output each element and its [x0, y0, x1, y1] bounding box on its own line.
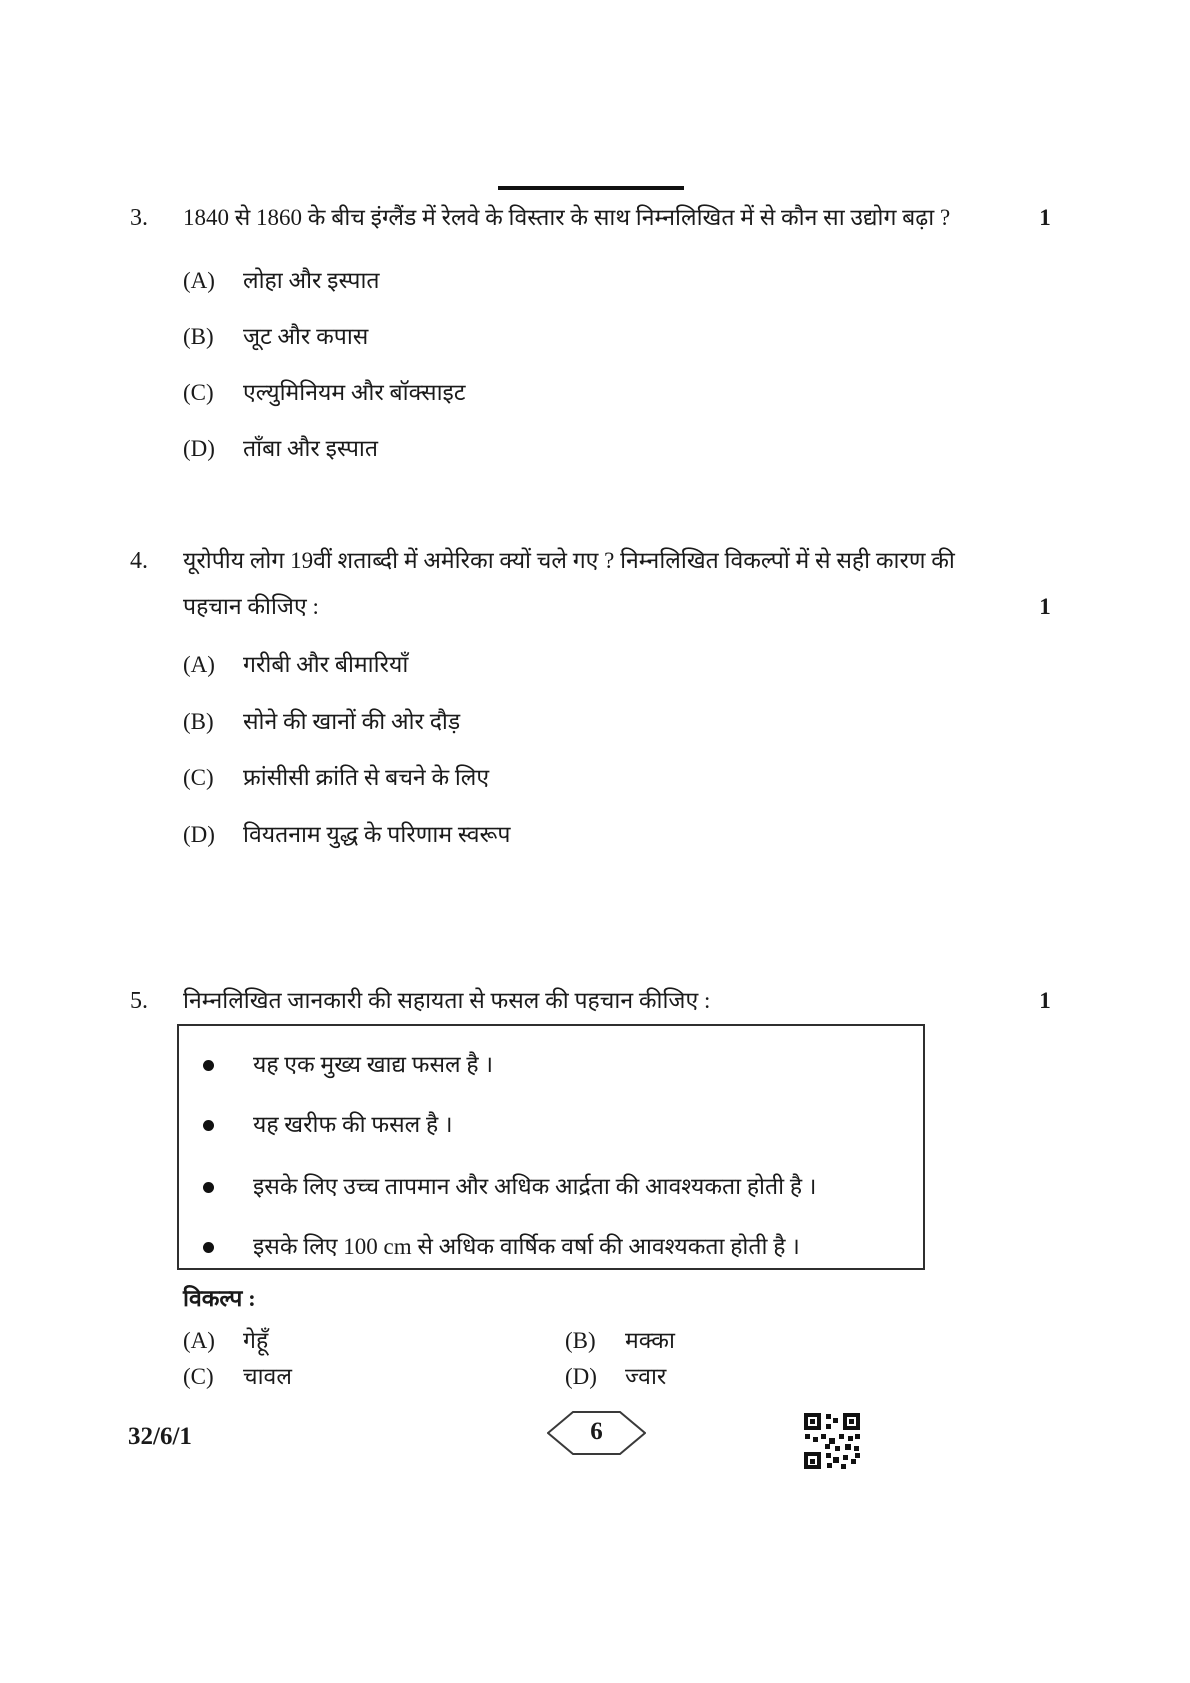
- question-number: 3.: [130, 205, 148, 231]
- option-text: वियतनाम युद्ध के परिणाम स्वरूप: [243, 822, 511, 847]
- option-label: (B): [565, 1328, 596, 1353]
- question-number: 4.: [130, 548, 148, 574]
- option-label: (A): [183, 652, 215, 677]
- option-text: गरीबी और बीमारियाँ: [243, 652, 409, 677]
- marks-value: 1: [1039, 205, 1051, 230]
- option-label: (D): [565, 1364, 597, 1389]
- option-text: गेहूँ: [243, 1328, 269, 1353]
- option-text: एल्युमिनियम और बॉक्साइट: [243, 380, 466, 405]
- option-text: सोने की खानों की ओर दौड़: [243, 709, 461, 734]
- option-label: (B): [183, 324, 214, 349]
- bullet-icon: [203, 1120, 214, 1131]
- option-label: (C): [183, 765, 214, 790]
- section-divider-line: [498, 186, 684, 190]
- bullet-icon: [203, 1242, 214, 1253]
- option-label: (A): [183, 1328, 215, 1353]
- option-text: लोहा और इस्पात: [243, 268, 380, 293]
- option-text: जूट और कपास: [243, 324, 369, 349]
- option-label: (C): [183, 380, 214, 405]
- bullet-icon: [203, 1182, 214, 1193]
- option-text: ज्वार: [625, 1364, 667, 1389]
- clue-text: यह खरीफ की फसल है ।: [253, 1112, 453, 1137]
- option-text: फ्रांसीसी क्रांति से बचने के लिए: [243, 765, 490, 790]
- qr-code-icon: [803, 1412, 861, 1470]
- option-label: (A): [183, 268, 215, 293]
- crop-clues-box: [177, 1024, 925, 1270]
- option-text: मक्का: [625, 1328, 675, 1353]
- option-label: (B): [183, 709, 214, 734]
- question-number: 5.: [130, 988, 148, 1014]
- bullet-icon: [203, 1060, 214, 1071]
- question-text: निम्नलिखित जानकारी की सहायता से फसल की पहचान कीजिए :: [183, 988, 711, 1013]
- clue-text: इसके लिए 100 cm से अधिक वार्षिक वर्षा की आवश्यकता होती है ।: [253, 1234, 800, 1259]
- marks-value: 1: [1039, 594, 1051, 619]
- option-text: ताँबा और इस्पात: [243, 436, 378, 461]
- question-text-line1: यूरोपीय लोग 19वीं शताब्दी में अमेरिका क्यों चले गए ? निम्नलिखित विकल्पों में से सही कारण की: [183, 548, 955, 573]
- option-label: (C): [183, 1364, 214, 1389]
- options-heading: विकल्प :: [183, 1286, 256, 1311]
- option-label: (D): [183, 822, 215, 847]
- option-text: चावल: [243, 1364, 292, 1389]
- clue-text: यह एक मुख्य खाद्य फसल है ।: [253, 1052, 494, 1077]
- page-number: 6: [590, 1418, 603, 1445]
- page-number-badge: [547, 1410, 646, 1456]
- paper-code: 32/6/1: [128, 1423, 192, 1450]
- clue-text: इसके लिए उच्च तापमान और अधिक आर्द्रता की आवश्यकता होती है ।: [253, 1174, 817, 1199]
- question-text-line2: पहचान कीजिए :: [183, 594, 319, 619]
- marks-value: 1: [1039, 988, 1051, 1013]
- question-text: 1840 से 1860 के बीच इंग्लैंड में रेलवे के विस्तार के साथ निम्नलिखित में से कौन सा उद्योग बढ़ा ?: [183, 205, 951, 230]
- option-label: (D): [183, 436, 215, 461]
